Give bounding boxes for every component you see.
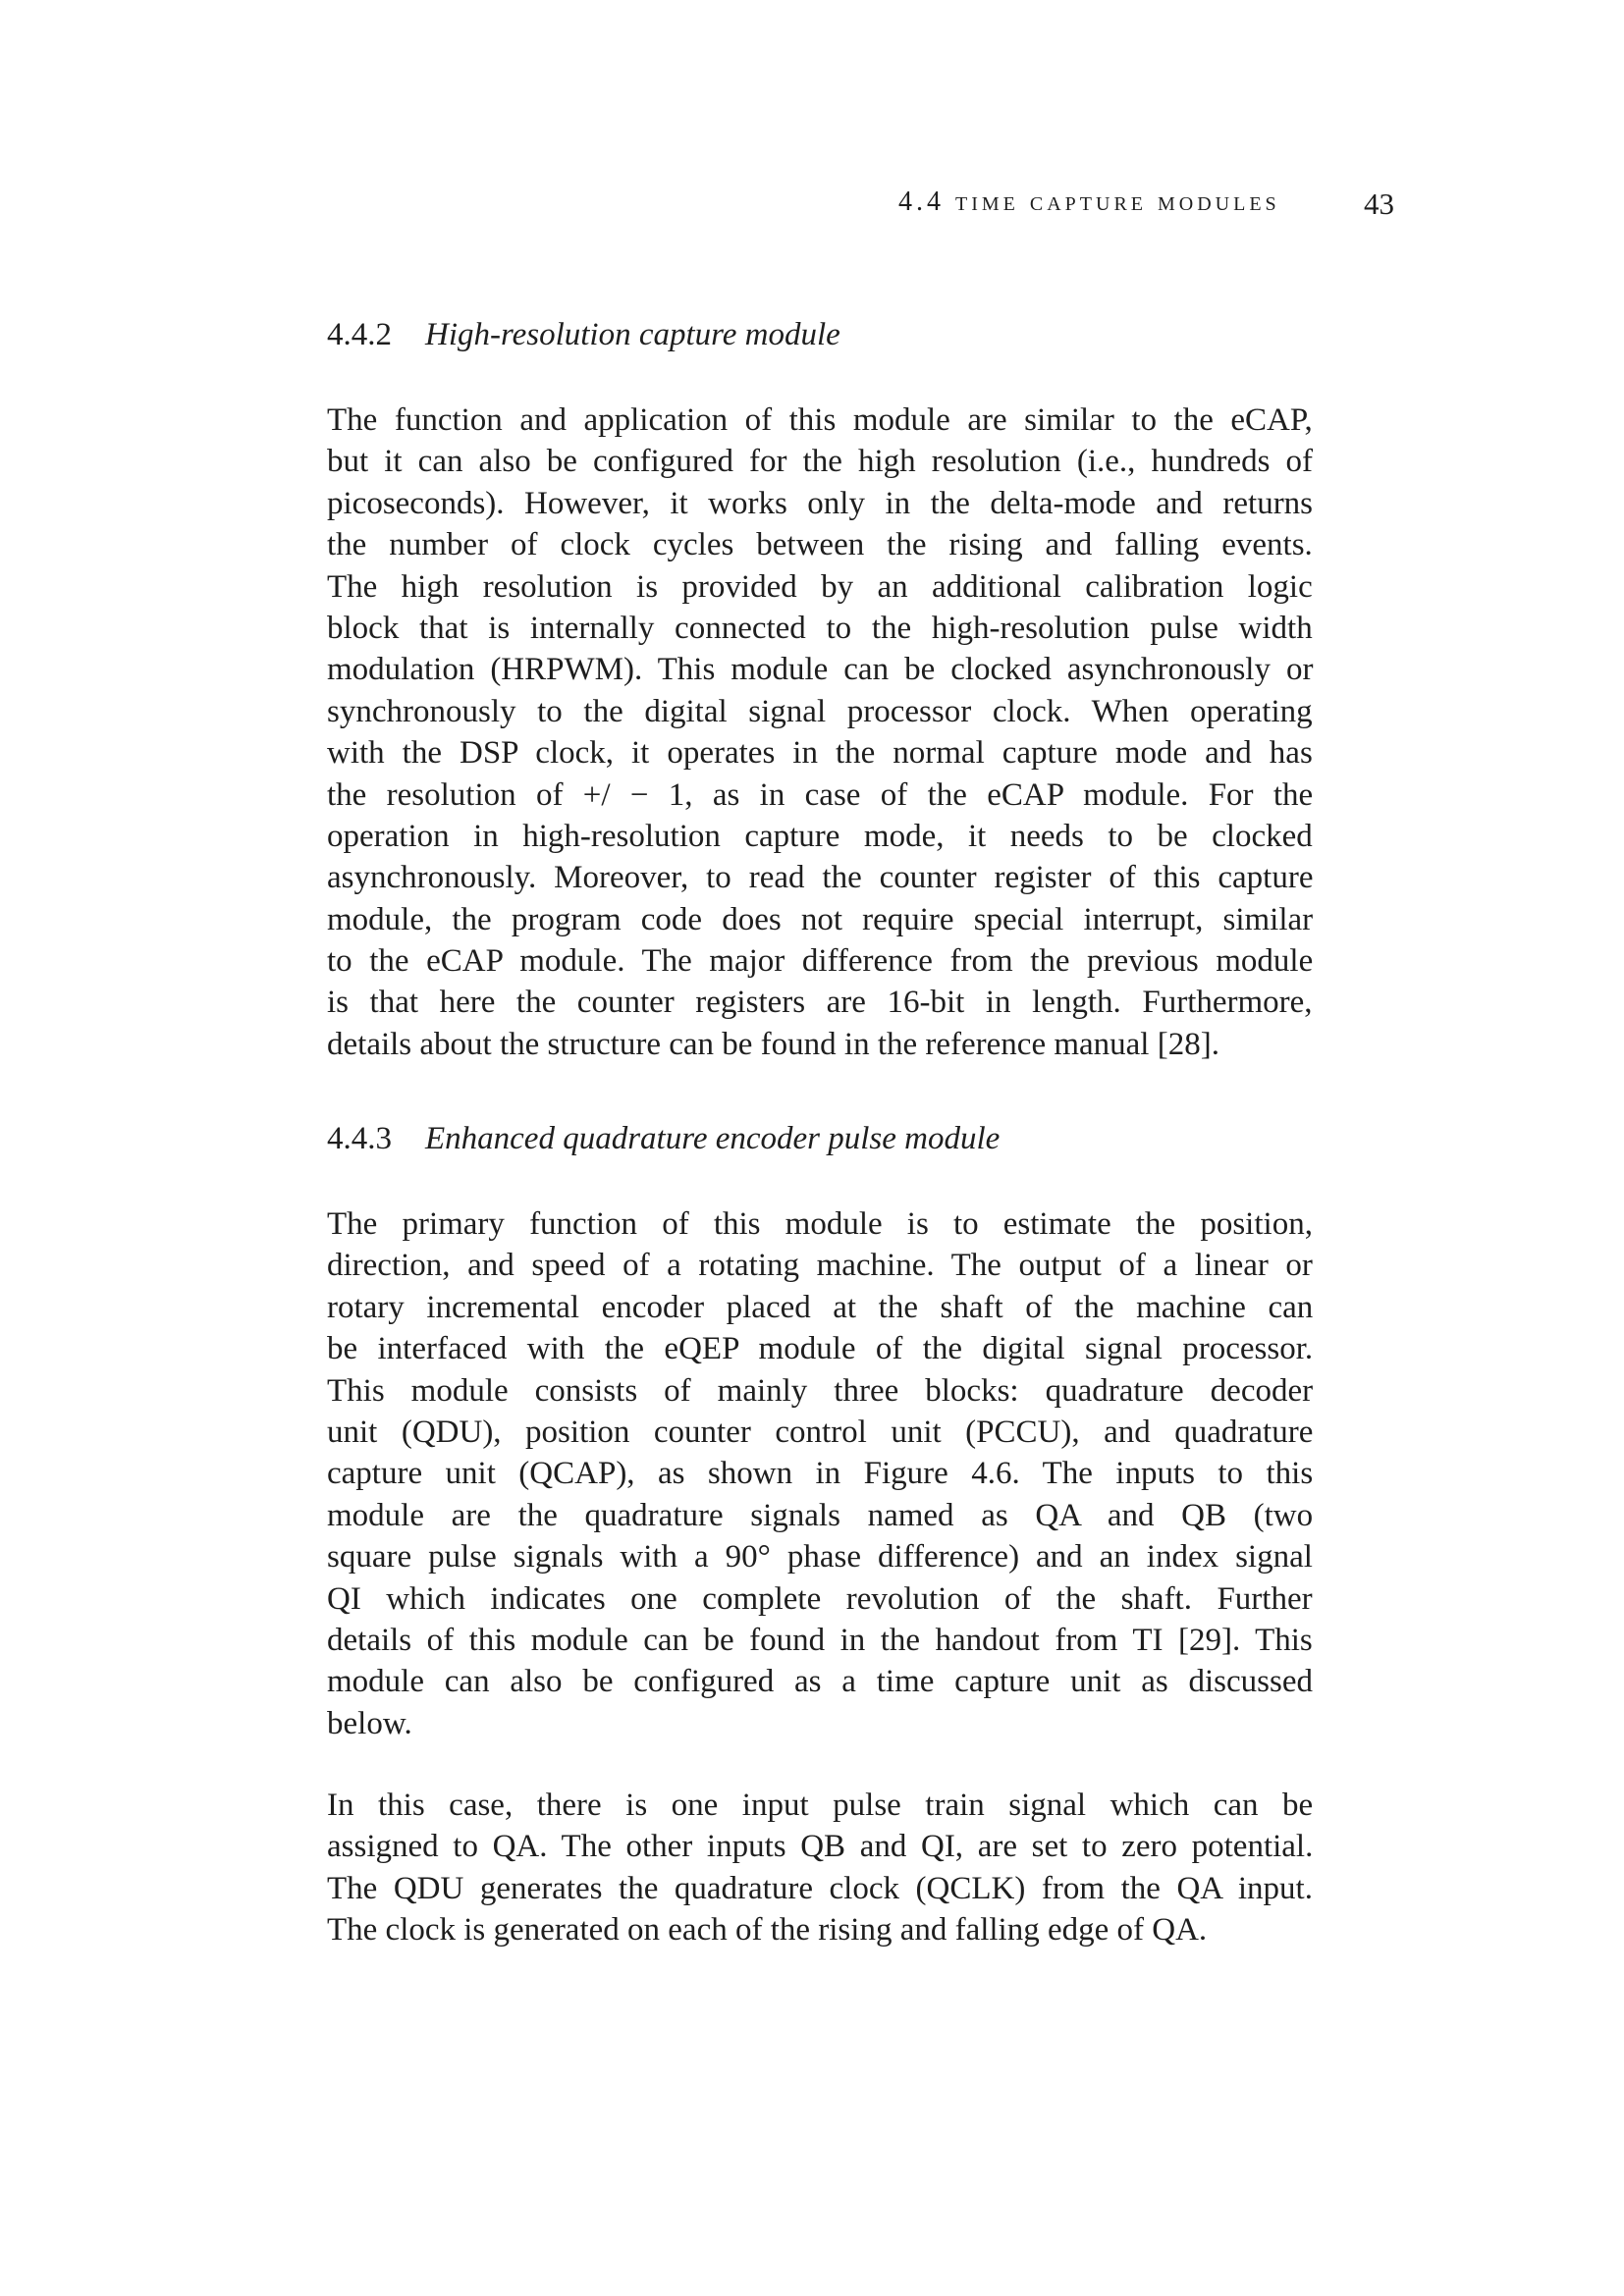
- text-line: In this case, there is one input pulse train signal which can be: [327, 1788, 1314, 1823]
- section-title: High-resolution capture module: [425, 317, 840, 352]
- text-line: picoseconds). However, it works only in the delta-mode and returns: [327, 485, 1314, 521]
- text-line: is that here the counter registers are 16-bit in length. Furthermore,: [327, 985, 1313, 1021]
- paragraph-eqep-overview: [327, 1203, 1313, 1744]
- section-number: 4.4.3: [327, 1121, 392, 1156]
- text-line: below.: [327, 1705, 412, 1741]
- text-line: square pulse signals with a 90° phase difference) and an index signal: [327, 1539, 1313, 1575]
- section-heading-4-4-2: [327, 317, 1313, 360]
- text-line: QI which indicates one complete revolution of the shaft. Further: [327, 1580, 1313, 1617]
- text-line: module, the program code does not require special interrupt, similar: [327, 901, 1314, 937]
- text-line: modulation (HRPWM). This module can be clocked asynchronously or: [327, 652, 1314, 688]
- paragraph-time-capture-case: [327, 1785, 1313, 1951]
- text-line: block that is internally connected to the high-resolution pulse width: [327, 610, 1313, 646]
- text-line: synchronously to the digital signal processor clock. When operating: [327, 693, 1313, 729]
- text-line: with the DSP clock, it operates in the normal capture mode and has: [327, 735, 1313, 772]
- text-line: unit (QDU), position counter control unit (PCCU), and quadrature: [327, 1414, 1314, 1450]
- text-line: The QDU generates the quadrature clock (QCLK) from the QA input.: [327, 1870, 1313, 1906]
- running-header-section: 4.4 time capture modules: [898, 187, 1280, 217]
- text-line: asynchronously. Moreover, to read the counter register of this capture: [327, 860, 1314, 896]
- text-line: This module consists of mainly three blocks: quadrature decoder: [327, 1372, 1314, 1409]
- text-line: module are the quadrature signals named as QA and QB (two: [327, 1497, 1314, 1533]
- text-line: be interfaced with the eQEP module of the digital signal processor.: [327, 1331, 1314, 1367]
- text-line: the resolution of +/ − 1, as in case of the eCAP module. For the: [327, 776, 1314, 813]
- text-line: direction, and speed of a rotating machine. The output of a linear or: [327, 1248, 1313, 1284]
- text-line: to the eCAP module. The major difference from the previous module: [327, 943, 1314, 980]
- text-line: details of this module can be found in the handout from TI [29]. This: [327, 1622, 1313, 1658]
- section-title: Enhanced quadrature encoder pulse module: [425, 1121, 1001, 1156]
- text-line: rotary incremental encoder placed at the shaft of the machine can: [327, 1289, 1314, 1325]
- text-line: assigned to QA. The other inputs QB and QI, are set to zero potential.: [327, 1829, 1314, 1865]
- text-line: capture unit (QCAP), as shown in Figure 4.6. The inputs to this: [327, 1456, 1314, 1492]
- paragraph-high-resolution-capture: [327, 400, 1313, 1065]
- text-line: details about the structure can be found in the reference manual [28].: [327, 1026, 1219, 1062]
- text-line: The clock is generated on each of the rising and falling edge of QA.: [327, 1912, 1208, 1949]
- text-line: The primary function of this module is to estimate the position,: [327, 1206, 1313, 1242]
- section-heading-4-4-3: [327, 1121, 1313, 1164]
- text-line: The high resolution is provided by an additional calibration logic: [327, 568, 1313, 605]
- text-line: but it can also be configured for the high resolution (i.e., hundreds of: [327, 444, 1314, 480]
- text-line: operation in high-resolution capture mode, it needs to be clocked: [327, 818, 1313, 854]
- text-line: the number of clock cycles between the rising and falling events.: [327, 527, 1313, 563]
- page-number: 43: [1364, 187, 1394, 221]
- section-number: 4.4.2: [327, 317, 392, 352]
- text-line: module can also be configured as a time capture unit as discussed: [327, 1664, 1313, 1700]
- text-line: The function and application of this module are similar to the eCAP,: [327, 402, 1313, 438]
